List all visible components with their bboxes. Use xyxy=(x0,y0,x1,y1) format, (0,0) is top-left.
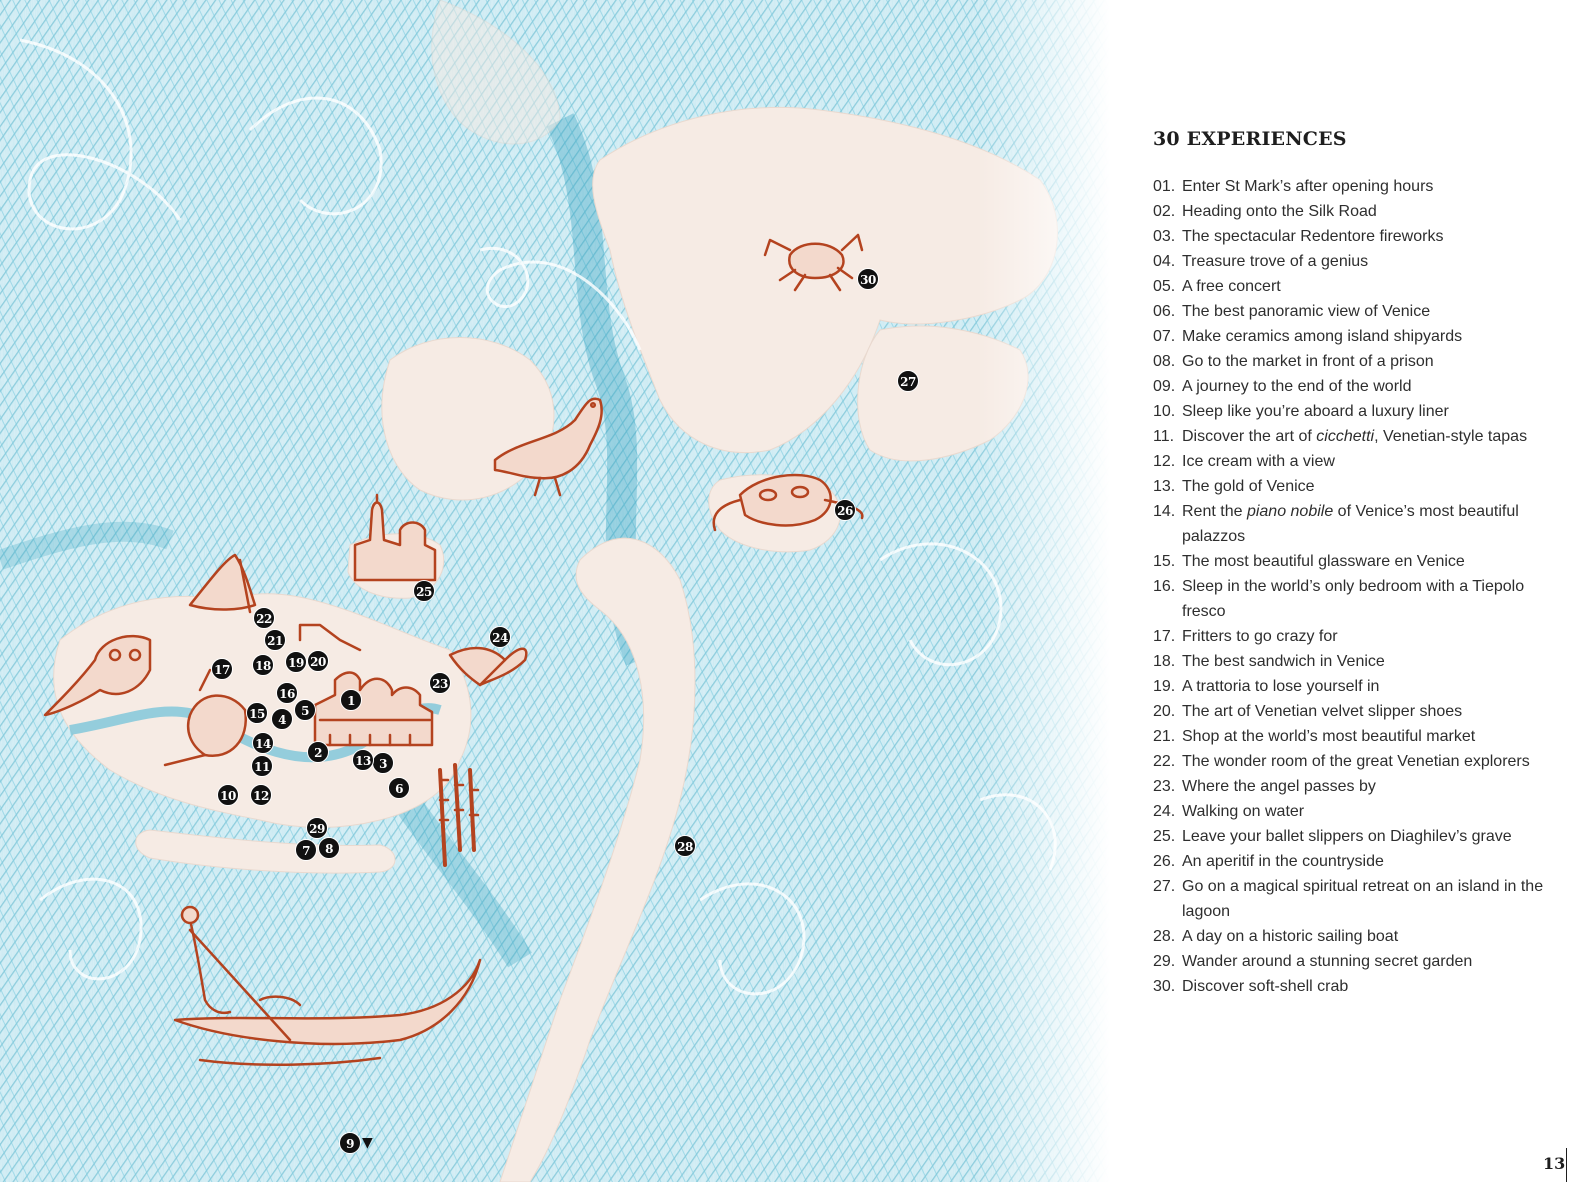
list-item[interactable] xyxy=(1153,574,1563,624)
map-marker-21[interactable]: 21 xyxy=(264,629,286,651)
gondola-icon xyxy=(175,907,480,1065)
map-marker-11[interactable]: 11 xyxy=(251,755,273,777)
item-number: 20. xyxy=(1153,703,1176,720)
map-marker-13[interactable]: 13 xyxy=(352,749,374,771)
map-marker-1[interactable]: 1 xyxy=(340,689,362,711)
item-text: Make ceramics among island shipyards xyxy=(1182,328,1463,345)
list-item[interactable] xyxy=(1153,374,1563,399)
item-number: 30. xyxy=(1153,978,1176,995)
basilica-icon xyxy=(300,625,432,745)
item-number: 12. xyxy=(1153,453,1176,470)
item-text: Ice cream with a view xyxy=(1182,453,1335,470)
map-marker-18[interactable]: 18 xyxy=(252,654,274,676)
legend-title: 30 EXPERIENCES xyxy=(1153,128,1347,150)
item-text: A day on a historic sailing boat xyxy=(1182,928,1399,945)
item-text: Treasure trove of a genius xyxy=(1182,253,1369,270)
item-number: 03. xyxy=(1153,228,1176,245)
list-item[interactable] xyxy=(1153,449,1563,474)
item-text: A journey to the end of the world xyxy=(1182,378,1412,395)
map-marker-7[interactable]: 7 xyxy=(295,839,317,861)
item-number: 16. xyxy=(1153,578,1176,595)
church-icon xyxy=(355,495,435,580)
map-marker-10[interactable]: 10 xyxy=(217,784,239,806)
list-item[interactable] xyxy=(1153,499,1563,549)
item-text: The wonder room of the great Venetian explorers xyxy=(1182,753,1530,770)
list-item[interactable] xyxy=(1153,749,1563,774)
map-marker-12[interactable]: 12 xyxy=(250,784,272,806)
item-text: Sleep in the world’s only bedroom with a Tiepolo fresco xyxy=(1182,578,1525,620)
page-number: 13 xyxy=(1543,1154,1566,1173)
list-item[interactable] xyxy=(1153,924,1563,949)
item-text: Discover the art of cicchetti, Venetian-style tapas xyxy=(1182,428,1528,445)
item-number: 15. xyxy=(1153,553,1176,570)
experiences-list xyxy=(1153,174,1563,999)
item-number: 11. xyxy=(1153,428,1175,445)
item-text: Wander around a stunning secret garden xyxy=(1182,953,1473,970)
list-item[interactable] xyxy=(1153,549,1563,574)
item-text: Walking on water xyxy=(1182,803,1305,820)
page-rule xyxy=(1566,1148,1567,1182)
list-item[interactable] xyxy=(1153,949,1563,974)
mooring-poles-icon xyxy=(440,765,478,865)
list-item[interactable] xyxy=(1153,174,1563,199)
item-number: 24. xyxy=(1153,803,1176,820)
map-marker-3[interactable]: 3 xyxy=(372,752,394,774)
item-text: Leave your ballet slippers on Diaghilev’s grave xyxy=(1182,828,1512,845)
item-text: Rent the piano nobile of Venice’s most beautiful palazzos xyxy=(1182,503,1519,545)
item-number: 07. xyxy=(1153,328,1176,345)
list-item[interactable] xyxy=(1153,399,1563,424)
item-number: 05. xyxy=(1153,278,1176,295)
list-item[interactable] xyxy=(1153,874,1563,924)
item-text: Heading onto the Silk Road xyxy=(1182,203,1377,220)
map-marker-4[interactable]: 4 xyxy=(271,708,293,730)
map-marker-23[interactable]: 23 xyxy=(429,672,451,694)
item-text: The art of Venetian velvet slipper shoes xyxy=(1182,703,1463,720)
map-marker-27[interactable]: 27 xyxy=(897,370,919,392)
map-marker-8[interactable]: 8 xyxy=(318,837,340,859)
map-marker-28[interactable]: 28 xyxy=(674,835,696,857)
item-text: Fritters to go crazy for xyxy=(1182,628,1338,645)
list-item[interactable] xyxy=(1153,974,1563,999)
list-item[interactable] xyxy=(1153,299,1563,324)
item-number: 02. xyxy=(1153,203,1176,220)
list-item[interactable] xyxy=(1153,324,1563,349)
item-text: Discover soft-shell crab xyxy=(1182,978,1349,995)
item-text: The gold of Venice xyxy=(1182,478,1315,495)
item-number: 06. xyxy=(1153,303,1176,320)
list-item[interactable] xyxy=(1153,699,1563,724)
list-item[interactable] xyxy=(1153,474,1563,499)
item-number: 17. xyxy=(1153,628,1176,645)
item-number: 26. xyxy=(1153,853,1176,870)
map-marker-6[interactable]: 6 xyxy=(388,777,410,799)
map-marker-17[interactable]: 17 xyxy=(211,658,233,680)
list-item[interactable] xyxy=(1153,799,1563,824)
item-number: 25. xyxy=(1153,828,1176,845)
item-number: 09. xyxy=(1153,378,1176,395)
list-item[interactable] xyxy=(1153,824,1563,849)
map-marker-24[interactable]: 24 xyxy=(489,626,511,648)
item-number: 22. xyxy=(1153,753,1176,770)
item-text: A trattoria to lose yourself in xyxy=(1182,678,1380,695)
list-item[interactable] xyxy=(1153,199,1563,224)
item-text: The most beautiful glassware en Venice xyxy=(1182,553,1465,570)
item-text: An aperitif in the countryside xyxy=(1182,853,1384,870)
item-text: The spectacular Redentore fireworks xyxy=(1182,228,1444,245)
arrow-down-icon: ▼ xyxy=(362,1135,373,1151)
item-number: 28. xyxy=(1153,928,1176,945)
item-number: 21. xyxy=(1153,728,1176,745)
item-number: 19. xyxy=(1153,678,1176,695)
item-text: Enter St Mark’s after opening hours xyxy=(1182,178,1434,195)
list-item[interactable] xyxy=(1153,724,1563,749)
list-item[interactable] xyxy=(1153,774,1563,799)
item-text: Sleep like you’re aboard a luxury liner xyxy=(1182,403,1449,420)
map-marker-26[interactable]: 26 xyxy=(834,499,856,521)
map-marker-16[interactable]: 16 xyxy=(276,682,298,704)
map-marker-2[interactable]: 2 xyxy=(307,741,329,763)
list-item[interactable] xyxy=(1153,849,1563,874)
map-marker-5[interactable]: 5 xyxy=(294,699,316,721)
list-item[interactable] xyxy=(1153,249,1563,274)
item-number: 23. xyxy=(1153,778,1176,795)
item-text: Where the angel passes by xyxy=(1182,778,1376,795)
shoe-icon xyxy=(190,555,255,612)
item-text: Go to the market in front of a prison xyxy=(1182,353,1434,370)
list-item[interactable] xyxy=(1153,649,1563,674)
item-number: 10. xyxy=(1153,403,1176,420)
item-number: 08. xyxy=(1153,353,1176,370)
list-item[interactable] xyxy=(1153,424,1563,449)
item-text: The best panoramic view of Venice xyxy=(1182,303,1431,320)
map-marker-14[interactable]: 14 xyxy=(252,732,274,754)
item-number: 14. xyxy=(1153,503,1176,520)
list-item[interactable] xyxy=(1153,674,1563,699)
item-number: 27. xyxy=(1153,878,1176,895)
item-text: A free concert xyxy=(1182,278,1281,295)
plague-doctor-mask-icon xyxy=(45,636,150,715)
item-number: 01. xyxy=(1153,178,1176,195)
list-item[interactable] xyxy=(1153,349,1563,374)
map-marker-9[interactable]: 9 xyxy=(339,1132,361,1154)
crab-icon xyxy=(765,235,862,290)
item-number: 04. xyxy=(1153,253,1176,270)
list-item[interactable] xyxy=(1153,274,1563,299)
item-number: 29. xyxy=(1153,953,1176,970)
map-marker-20[interactable]: 20 xyxy=(307,650,329,672)
map-marker-19[interactable]: 19 xyxy=(285,651,307,673)
item-text: Shop at the world’s most beautiful market xyxy=(1182,728,1476,745)
map-marker-15[interactable]: 15 xyxy=(246,702,268,724)
experiences-legend xyxy=(1153,128,1563,999)
list-item[interactable] xyxy=(1153,224,1563,249)
item-text: The best sandwich in Venice xyxy=(1182,653,1385,670)
map-marker-25[interactable]: 25 xyxy=(413,580,435,602)
map-marker-22[interactable]: 22 xyxy=(253,607,275,629)
item-number: 18. xyxy=(1153,653,1176,670)
ice-cream-icon xyxy=(165,670,246,765)
list-item[interactable] xyxy=(1153,624,1563,649)
item-text: Go on a magical spiritual retreat on an island in the lagoon xyxy=(1182,878,1544,920)
item-number: 13. xyxy=(1153,478,1176,495)
pigeon-icon xyxy=(495,399,602,495)
map-marker-30[interactable]: 30 xyxy=(857,268,879,290)
map-marker-29[interactable]: 29 xyxy=(306,817,328,839)
book-icon xyxy=(450,648,526,685)
